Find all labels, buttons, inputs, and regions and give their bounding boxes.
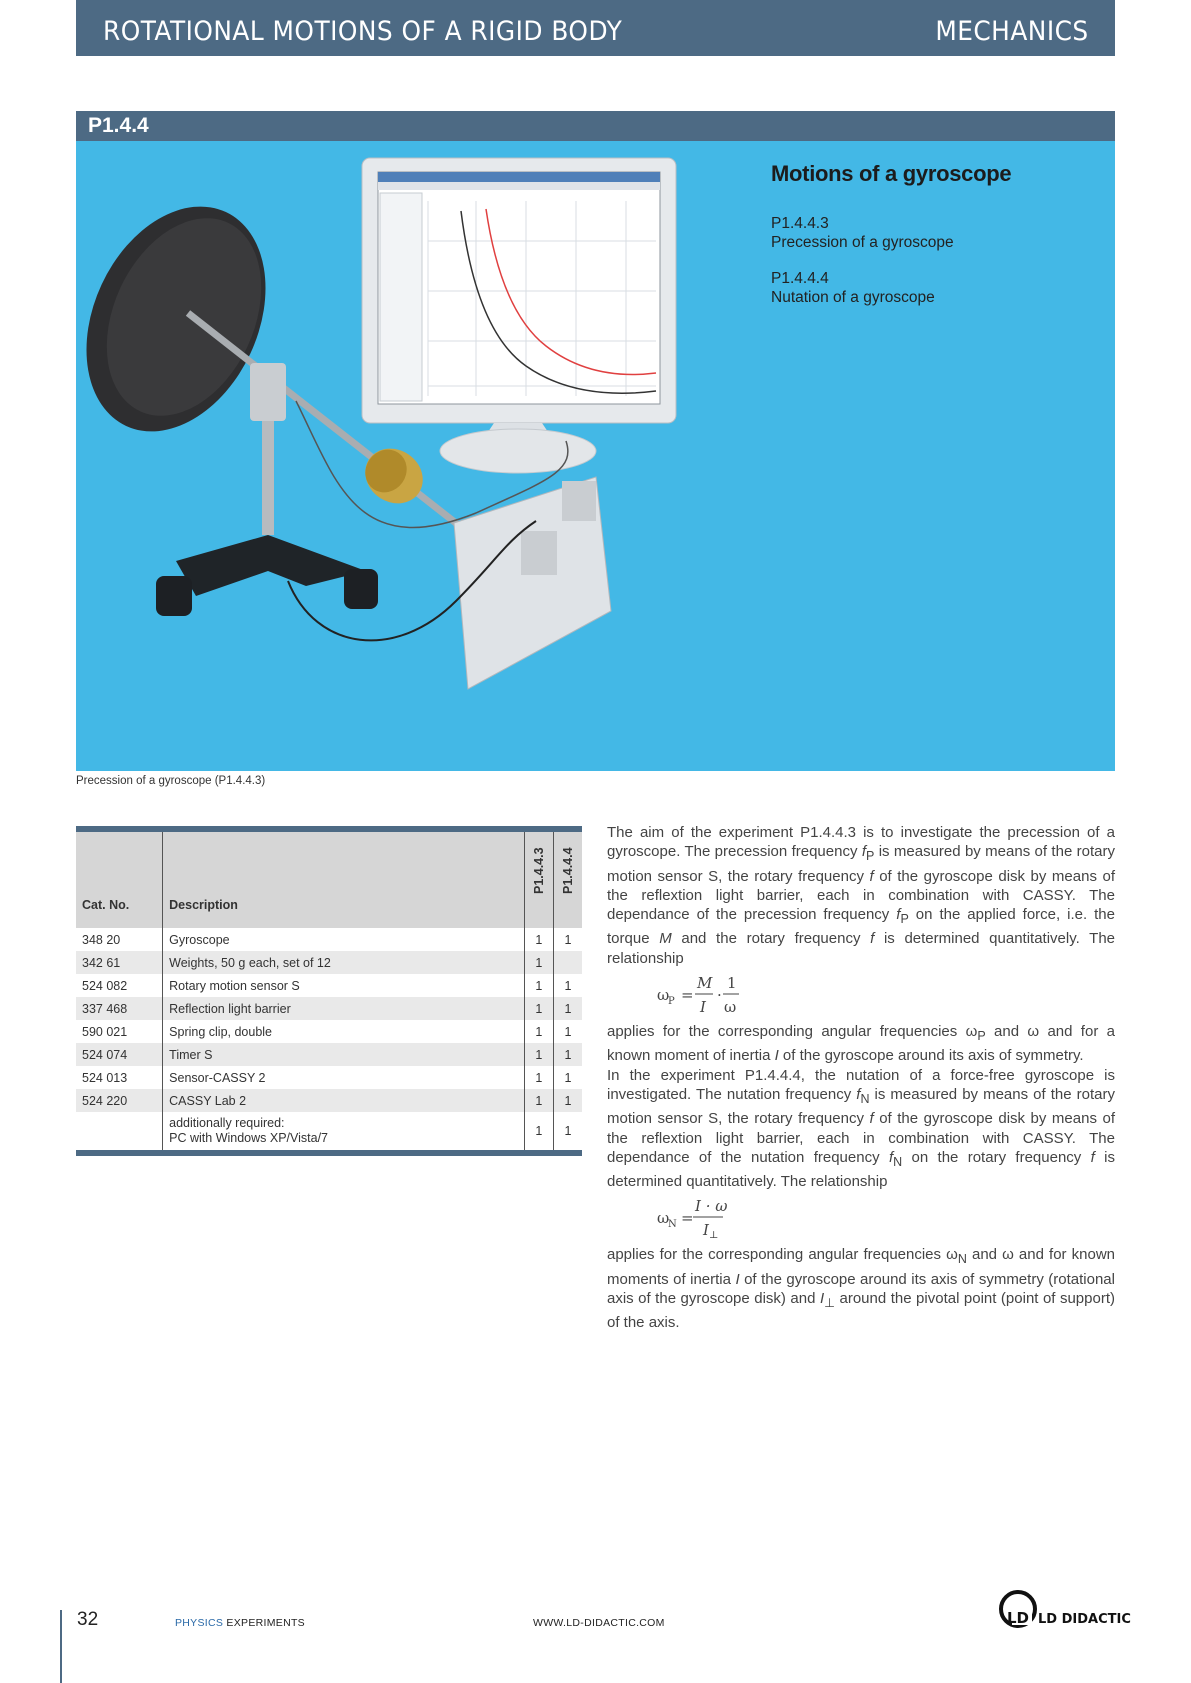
svg-text:⊥: ⊥	[709, 1230, 719, 1242]
section-code: P1.4.4	[88, 114, 149, 137]
ld-didactic-logo	[998, 1589, 1131, 1634]
table-row: 337 468 Reflection light barrier 1 1	[76, 997, 582, 1020]
svg-text:LD: LD	[1007, 1609, 1030, 1627]
svg-text:M: M	[697, 974, 713, 993]
experiment-code: P1.4.4.4	[771, 270, 829, 287]
svg-text:=: =	[681, 986, 694, 1005]
description-text	[607, 823, 1115, 1333]
footer-series: PHYSICS EXPERIMENTS	[175, 1617, 305, 1629]
column-header-cat: Cat. No.	[76, 832, 163, 928]
page-number: 32	[77, 1609, 99, 1630]
column-header-description: Description	[163, 832, 525, 928]
table-row: 524 013 Sensor-CASSY 2 1 1	[76, 1066, 582, 1089]
svg-text:ω: ω	[657, 1209, 670, 1228]
svg-text:LD DIDACTIC: LD DIDACTIC	[1038, 1612, 1131, 1627]
table-row: 524 220 CASSY Lab 2 1 1	[76, 1089, 582, 1112]
svg-text:I: I	[700, 998, 706, 1017]
svg-text:P: P	[668, 996, 675, 1008]
section-bar	[76, 111, 1115, 141]
svg-text:I: I	[703, 1221, 709, 1240]
chapter-title: ROTATIONAL MOTIONS OF A RIGID BODY	[103, 16, 623, 47]
formula-precession	[607, 970, 1115, 1018]
paragraph-nutation-applies: applies for the corresponding angular frequencies $\omega_N$ and ω and for known moments of inertia I of the gyroscope around its axis of symmetry (rotational axis of the gyroscope disk) and $I_\perp$ around the pivotal point (point of support) of the axis.	[607, 1246, 1115, 1332]
gyroscope-setup-illustration	[76, 141, 756, 771]
paragraph-precession-applies: applies for the corresponding angular frequencies $\omega_P$ and ω and for a known moment of inertia I of the gyroscope around its axis of symmetry.	[607, 1023, 1116, 1065]
paragraph-nutation: In the experiment P1.4.4.4, the nutation of a force-free gyroscope is investigated. The nutation frequency $f_N$ is measured by means of the rotary motion sensor S, the rotary frequency f of the gyroscope disk by means of the reflextion light barrier, each in combination with CASSY. The dependance of the nutation frequency $f_N$ on the rotary frequency f is determined quantitatively. The relationship	[607, 1066, 1115, 1191]
table-row: 342 61 Weights, 50 g each, set of 12 1	[76, 951, 582, 974]
experiment-item	[771, 214, 954, 252]
experiment-name: Nutation of a gyroscope	[771, 289, 935, 306]
svg-text:ω: ω	[657, 986, 670, 1005]
svg-text:·: ·	[717, 986, 722, 1005]
svg-text:I · ω: I · ω	[695, 1197, 728, 1216]
footer-url[interactable]: WWW.LD-DIDACTIC.COM	[533, 1617, 665, 1629]
equipment-table	[76, 826, 582, 1156]
svg-text:ω: ω	[724, 998, 737, 1017]
formula-nutation	[607, 1193, 1115, 1241]
photo-panel	[76, 141, 1115, 771]
experiment-item	[771, 269, 935, 307]
experiment-code: P1.4.4.3	[771, 215, 829, 232]
table-row: 524 074 Timer S 1 1	[76, 1043, 582, 1066]
table-row: 348 20 Gyroscope 1 1	[76, 928, 582, 951]
page-header	[76, 0, 1115, 56]
panel-title: Motions of a gyroscope	[771, 161, 1012, 186]
table-row: additionally required: PC with Windows XP/Vista/7 1 1	[76, 1112, 582, 1150]
table-row: 590 021 Spring clip, double 1 1	[76, 1020, 582, 1043]
column-header-p1443: P1.4.4.3	[524, 832, 553, 928]
figure-caption: Precession of a gyroscope (P1.4.4.3)	[76, 775, 266, 787]
svg-text:=: =	[681, 1209, 694, 1228]
column-header-p1444: P1.4.4.4	[553, 832, 582, 928]
experiment-name: Precession of a gyroscope	[771, 234, 954, 251]
paragraph-precession: The aim of the experiment P1.4.4.3 is to investigate the precession of a gyroscope. The precession frequency $f_P$ is measured by means of the rotary motion sensor S, the rotary frequency f of the gyroscope disk by means of the reflextion light barrier, each in combination with CASSY. The dependance of the precession frequency $f_P$ on the applied force, i.e. the torque M and the rotary frequency f is determined quantitatively. The relationship	[607, 824, 1116, 967]
table-row: 524 082 Rotary motion sensor S 1 1	[76, 974, 582, 997]
footer-divider	[60, 1610, 62, 1683]
subject-title: MECHANICS	[935, 16, 1089, 47]
svg-text:N: N	[668, 1219, 677, 1231]
svg-text:1: 1	[727, 974, 737, 993]
